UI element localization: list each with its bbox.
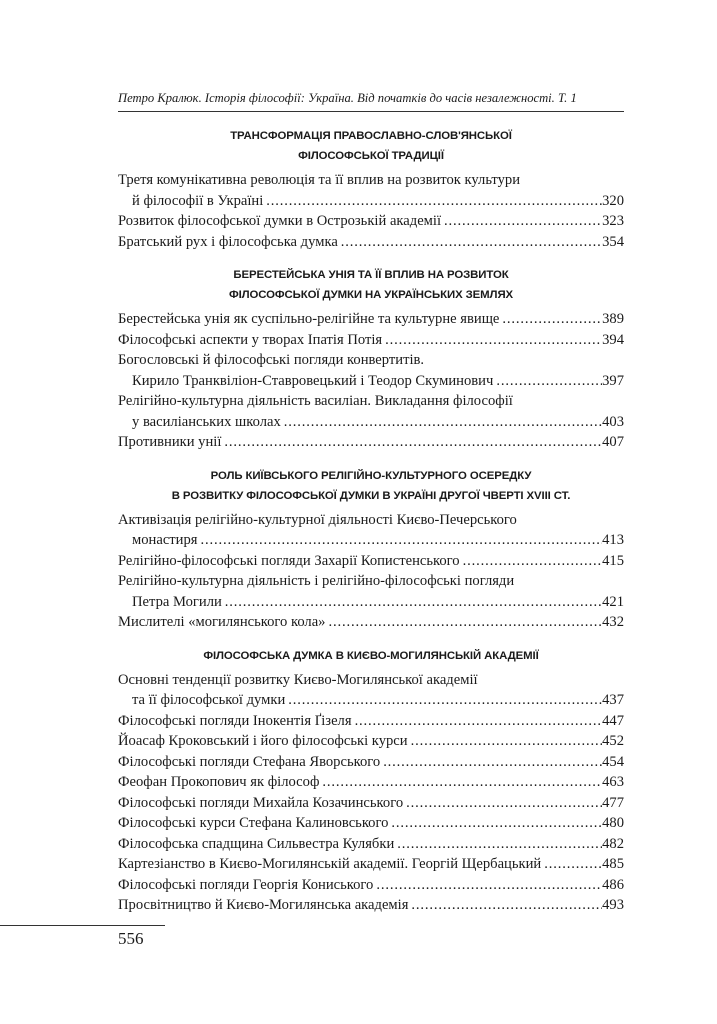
section-title-line: ФІЛОСОФСЬКОЇ ТРАДИЦІЇ bbox=[298, 150, 444, 162]
toc-entry[interactable] bbox=[118, 875, 624, 896]
toc-page-number: 389 bbox=[602, 311, 624, 327]
toc-entry[interactable] bbox=[118, 551, 624, 572]
toc-entry[interactable] bbox=[118, 432, 624, 453]
dot-leader bbox=[281, 412, 602, 433]
toc-entry[interactable] bbox=[118, 895, 624, 916]
toc-entry-title: Братський рух і філософська думка bbox=[118, 233, 338, 250]
dot-leader bbox=[222, 592, 602, 613]
toc-entry-title: Філософська спадщина Сильвестра Кулябки bbox=[118, 835, 395, 852]
dot-leader bbox=[441, 211, 602, 232]
toc-entry-title-line: Релігійно-культурна діяльність і релігійно-філософські погляди bbox=[118, 573, 515, 589]
toc-page-number: 407 bbox=[602, 434, 624, 450]
toc-entry[interactable] bbox=[118, 793, 624, 814]
toc-page-number: 397 bbox=[602, 372, 624, 389]
toc-entry-title: у василіанських школах bbox=[132, 413, 281, 430]
dot-leader bbox=[460, 551, 603, 572]
section-title bbox=[118, 126, 624, 166]
toc-page-number: 403 bbox=[602, 413, 624, 430]
toc-entry-title-line: Релігійно-культурна діяльність василіан. Викладання філософії bbox=[118, 393, 513, 409]
dot-leader bbox=[319, 772, 602, 793]
toc-entry-last-line bbox=[118, 711, 624, 732]
toc-entry-title: Філософські погляди Михайла Козачинського bbox=[118, 794, 404, 811]
toc-entry-title-line: Основні тенденції розвитку Києво-Могилянської академії bbox=[118, 671, 478, 688]
toc-entry-title: й філософії в Україні bbox=[132, 192, 264, 209]
section-title bbox=[118, 466, 624, 506]
dot-leader bbox=[285, 690, 602, 711]
toc-section bbox=[118, 466, 624, 633]
toc-entry[interactable] bbox=[118, 391, 624, 432]
dot-leader bbox=[325, 612, 602, 633]
toc-page-number: 421 bbox=[602, 593, 624, 610]
toc-entry-last-line bbox=[118, 551, 624, 572]
toc-page-number: 486 bbox=[602, 876, 624, 893]
toc-entry-title: Кирило Транквіліон-Ставровецький і Теодор Скуминович bbox=[132, 372, 494, 389]
toc-page-number: 477 bbox=[602, 794, 624, 811]
toc-entry[interactable] bbox=[118, 170, 624, 211]
toc-entry-last-line bbox=[118, 813, 624, 834]
toc-entry-last-line bbox=[118, 854, 624, 875]
dot-leader bbox=[493, 371, 602, 392]
toc-entry-last-line bbox=[118, 432, 624, 453]
toc-entry-title: Йоасаф Кроковський і його філософські курси bbox=[118, 733, 408, 749]
toc-entry-last-line bbox=[118, 875, 624, 896]
toc-page-number: 482 bbox=[602, 835, 624, 852]
toc-section bbox=[118, 126, 624, 252]
dot-leader bbox=[394, 834, 602, 855]
toc-page-number: 493 bbox=[602, 897, 624, 913]
dot-leader bbox=[408, 895, 602, 916]
toc-page-number: 323 bbox=[602, 213, 624, 229]
dot-leader bbox=[198, 530, 603, 551]
toc-entry-last-line bbox=[118, 592, 624, 613]
section-title bbox=[118, 265, 624, 305]
toc-entry-title: Філософські погляди Інокентія Ґізеля bbox=[118, 712, 352, 729]
toc-entry-title: та її філософської думки bbox=[132, 692, 286, 708]
toc-entry-title: Просвітництво й Києво-Могилянська академія bbox=[118, 897, 409, 913]
section-title-line: В РОЗВИТКУ ФІЛОСОФСЬКОЇ ДУМКИ В УКРАЇНІ ДРУГОЇ ЧВЕРТІ XVIII СТ. bbox=[171, 489, 571, 502]
toc-page-number: 413 bbox=[602, 532, 624, 548]
toc-entry-title: Феофан Прокопович як філософ bbox=[118, 774, 320, 790]
toc-entry[interactable] bbox=[118, 711, 624, 732]
toc-entry-title: монастиря bbox=[132, 532, 198, 548]
toc-entry[interactable] bbox=[118, 232, 624, 253]
toc-page-number: 354 bbox=[602, 233, 624, 250]
toc-entry-last-line bbox=[118, 530, 624, 551]
toc-entry-last-line bbox=[118, 690, 624, 711]
toc-entry-title: Релігійно-філософські погляди Захарії Копистенського bbox=[118, 552, 460, 569]
section-title bbox=[118, 646, 624, 666]
section-title-line: БЕРЕСТЕЙСЬКА УНІЯ ТА ЇЇ ВПЛИВ НА РОЗВИТОК bbox=[233, 269, 509, 281]
toc-entry[interactable] bbox=[118, 854, 624, 875]
toc-entry-last-line bbox=[118, 211, 624, 232]
dot-leader bbox=[408, 731, 603, 752]
toc-page-number: 320 bbox=[602, 192, 624, 209]
toc-entry-title: Берестейська унія як суспільно-релігійне та культурне явище bbox=[118, 311, 500, 327]
table-of-contents bbox=[118, 126, 624, 929]
toc-entry-title-line: Третя комунікативна революція та її вплив на розвиток культури bbox=[118, 172, 521, 188]
dot-leader bbox=[373, 875, 602, 896]
toc-section bbox=[118, 265, 624, 453]
toc-entry-title: Петра Могили bbox=[132, 593, 222, 610]
dot-leader bbox=[388, 813, 602, 834]
toc-entry-last-line bbox=[118, 191, 624, 212]
dot-leader bbox=[499, 309, 602, 330]
running-header: Петро Кралюк. Історія філософії: Україна. Від початків до часів незалежності. Т. 1 bbox=[118, 91, 577, 105]
toc-entry-last-line bbox=[118, 752, 624, 773]
toc-entry-last-line bbox=[118, 309, 624, 330]
toc-entry-title-line: Активізація релігійно-культурної діяльності Києво-Печерського bbox=[118, 511, 517, 528]
toc-entry[interactable] bbox=[118, 813, 624, 834]
dot-leader bbox=[352, 711, 603, 732]
dot-leader bbox=[541, 854, 602, 875]
toc-entry-last-line bbox=[118, 793, 624, 814]
toc-page-number: 394 bbox=[602, 331, 624, 348]
toc-page-number: 463 bbox=[602, 774, 624, 790]
footer-divider bbox=[0, 925, 165, 926]
toc-entry[interactable] bbox=[118, 330, 624, 351]
toc-entry-title: Картезіанство в Києво-Могилянській академії. Георгій Щербацький bbox=[118, 856, 542, 872]
toc-entry-title: Філософські курси Стефана Калиновського bbox=[118, 815, 389, 831]
toc-entry-last-line bbox=[118, 330, 624, 351]
toc-entry-last-line bbox=[118, 834, 624, 855]
dot-leader bbox=[263, 191, 602, 212]
toc-entry[interactable] bbox=[118, 510, 624, 551]
toc-entry[interactable] bbox=[118, 571, 624, 612]
toc-entry-title: Філософські погляди Стефана Яворського bbox=[118, 753, 381, 770]
toc-page-number: 415 bbox=[602, 552, 624, 569]
toc-entry[interactable] bbox=[118, 211, 624, 232]
toc-entry-last-line bbox=[118, 772, 624, 793]
toc-entry-title: Противники унії bbox=[118, 434, 222, 450]
dot-leader bbox=[382, 330, 602, 351]
toc-entry-last-line bbox=[118, 895, 624, 916]
toc-page-number: 480 bbox=[602, 815, 624, 831]
dot-leader bbox=[380, 752, 602, 773]
dot-leader bbox=[338, 232, 602, 253]
section-title-line: ТРАНСФОРМАЦІЯ ПРАВОСЛАВНО-СЛОВ'ЯНСЬКОЇ bbox=[230, 130, 512, 142]
page-number: 556 bbox=[118, 929, 144, 948]
section-title-line: ФІЛОСОФСЬКОЇ ДУМКИ НА УКРАЇНСЬКИХ ЗЕМЛЯХ bbox=[228, 289, 514, 301]
toc-page-number: 452 bbox=[602, 733, 624, 749]
toc-page-number: 432 bbox=[602, 614, 624, 630]
header-divider bbox=[118, 111, 624, 112]
toc-entry-title: Філософські погляди Георгія Кониського bbox=[118, 876, 374, 893]
toc-page-number: 447 bbox=[602, 712, 624, 729]
toc-section bbox=[118, 646, 624, 916]
toc-entry-last-line bbox=[118, 612, 624, 633]
toc-entry[interactable] bbox=[118, 612, 624, 633]
toc-entry-title: Мислителі «могилянського кола» bbox=[118, 614, 326, 630]
dot-leader bbox=[403, 793, 602, 814]
toc-entry-title: Філософські аспекти у творах Іпатія Потія bbox=[118, 331, 383, 348]
toc-entry-title: Розвиток філософської думки в Острозькій академії bbox=[118, 213, 442, 229]
toc-page-number: 437 bbox=[602, 692, 624, 708]
section-title-line: РОЛЬ КИЇВСЬКОГО РЕЛІГІЙНО-КУЛЬТУРНОГО ОСЕРЕДКУ bbox=[210, 469, 532, 482]
toc-entry-last-line bbox=[118, 371, 624, 392]
toc-page-number: 454 bbox=[602, 753, 624, 770]
toc-entry[interactable] bbox=[118, 731, 624, 752]
toc-entry[interactable] bbox=[118, 834, 624, 855]
section-title-line: ФІЛОСОФСЬКА ДУМКА В КИЄВО-МОГИЛЯНСЬКІЙ АКАДЕМІЇ bbox=[203, 649, 539, 662]
toc-entry[interactable] bbox=[118, 350, 624, 391]
toc-entry-last-line bbox=[118, 412, 624, 433]
dot-leader bbox=[221, 432, 602, 453]
toc-entry[interactable] bbox=[118, 309, 624, 330]
toc-entry-title-line: Богословські й філософські погляди конвертитів. bbox=[118, 352, 425, 368]
toc-entry[interactable] bbox=[118, 772, 624, 793]
toc-page-number: 485 bbox=[602, 856, 624, 872]
toc-entry[interactable] bbox=[118, 670, 624, 711]
toc-entry-last-line bbox=[118, 731, 624, 752]
toc-entry[interactable] bbox=[118, 752, 624, 773]
toc-entry-last-line bbox=[118, 232, 624, 253]
